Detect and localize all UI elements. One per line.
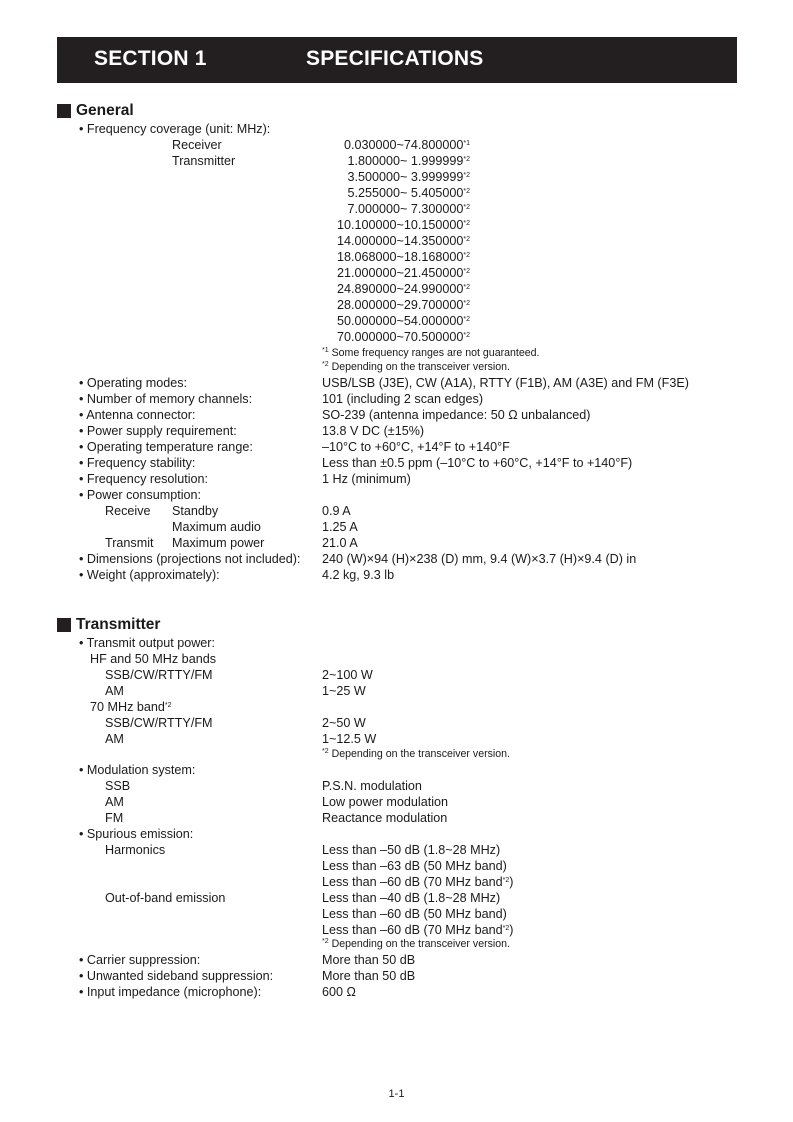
spec-value: SO-239 (antenna impedance: 50 Ω unbalanced) <box>322 408 591 422</box>
oob-value: Less than –60 dB (70 MHz band$^{*2}$) <box>322 923 514 937</box>
harmonics-value: Less than –63 dB (50 MHz band) <box>322 859 507 873</box>
section-number: SECTION 1 <box>94 47 207 70</box>
spec-label: • Frequency resolution: <box>79 472 209 486</box>
hf-am-label: AM <box>105 684 124 698</box>
tx-range-item: 10.100000~10.150000$^{*2}$ <box>336 218 470 232</box>
tx-footnote: $^{*2}$ Depending on the transceiver version. <box>322 748 511 760</box>
footnote-2: $^{*2}$ Depending on the transceiver version. <box>322 361 511 373</box>
spec-value: USB/LSB (J3E), CW (A1A), RTTY (F1B), AM (A3E) and FM (F3E) <box>322 376 689 390</box>
weight-value: 4.2 kg, 9.3 lb <box>322 568 395 582</box>
oob-value: Less than –40 dB (1.8~28 MHz) <box>322 891 501 905</box>
tx-range-item: 24.890000~24.990000$^{*2}$ <box>336 282 470 296</box>
heading-square-icon <box>57 104 71 118</box>
transmitter-label: Transmitter <box>172 154 236 168</box>
harmonics-value: Less than –50 dB (1.8~28 MHz) <box>322 843 501 857</box>
max-audio-value: 1.25 A <box>322 520 358 534</box>
transmitter-heading <box>57 616 160 634</box>
tx-range-item: 1.800000~ 1.999999$^{*2}$ <box>347 154 470 168</box>
tx-range-item: 18.068000~18.168000$^{*2}$ <box>336 250 470 264</box>
dimensions-value: 240 (W)×94 (H)×238 (D) mm, 9.4 (W)×3.7 (H)×9.4 (D) in <box>322 552 637 566</box>
hf-bands-label: HF and 50 MHz bands <box>90 652 216 666</box>
spec-value: 101 (including 2 scan edges) <box>322 392 484 406</box>
receiver-label: Receiver <box>172 138 222 152</box>
spec-value: 13.8 V DC (±15%) <box>322 424 425 438</box>
receiver-range: 0.030000~74.800000$^{*1}$ <box>343 138 470 152</box>
weight-label: • Weight (approximately): <box>79 568 220 582</box>
tx-range-item: 50.000000~54.000000$^{*2}$ <box>336 314 470 328</box>
hf-ssb-value: 2~100 W <box>322 668 373 682</box>
max-power-value: 21.0 A <box>322 536 358 550</box>
b70-ssb-value: 2~50 W <box>322 716 366 730</box>
output-power-label: • Transmit output power: <box>79 636 216 650</box>
mod-ssb-value: P.S.N. modulation <box>322 779 422 793</box>
power-consumption-label: • Power consumption: <box>79 488 202 502</box>
standby-label: Standby <box>172 504 219 518</box>
mod-fm-value: Reactance modulation <box>322 811 448 825</box>
tx-range-item: 70.000000~70.500000$^{*2}$ <box>336 330 470 344</box>
section-banner <box>57 37 737 83</box>
mod-am-label: AM <box>105 795 124 809</box>
spec-label: • Power supply requirement: <box>79 424 237 438</box>
hf-ssb-label: SSB/CW/RTTY/FM <box>105 668 213 682</box>
tx-range-item: 3.500000~ 3.999999$^{*2}$ <box>347 170 470 184</box>
hf-am-value: 1~25 W <box>322 684 366 698</box>
oob-value: Less than –60 dB (50 MHz band) <box>322 907 507 921</box>
dimensions-label: • Dimensions (projections not included): <box>79 552 301 566</box>
band70-label: 70 MHz band$^{*2}$ <box>90 700 172 714</box>
page-title: SPECIFICATIONS <box>306 47 484 70</box>
spurious-footnote: $^{*2}$ Depending on the transceiver version. <box>322 938 511 950</box>
spec-label: • Frequency stability: <box>79 456 196 470</box>
tx-range-item: 28.000000~29.700000$^{*2}$ <box>336 298 470 312</box>
spec-value: 1 Hz (minimum) <box>322 472 411 486</box>
transmitter-heading-text: Transmitter <box>76 616 161 633</box>
footnote-1: $^{*1}$ Some frequency ranges are not guaranteed. <box>322 347 540 359</box>
tx-range-item: 14.000000~14.350000$^{*2}$ <box>336 234 470 248</box>
b70-am-value: 1~12.5 W <box>322 732 377 746</box>
max-audio-label: Maximum audio <box>172 520 261 534</box>
spec-value: –10°C to +60°C, +14°F to +140°F <box>322 440 510 454</box>
mod-ssb-label: SSB <box>105 779 131 793</box>
standby-value: 0.9 A <box>322 504 351 518</box>
spec-label: • Operating modes: <box>79 376 188 390</box>
carrier-value: More than 50 dB <box>322 953 416 967</box>
page-number: 1-1 <box>388 1088 405 1100</box>
harmonics-label: Harmonics <box>105 843 166 857</box>
tx-range-item: 21.000000~21.450000$^{*2}$ <box>336 266 470 280</box>
max-power-label: Maximum power <box>172 536 265 550</box>
tx-range-item: 7.000000~ 7.300000$^{*2}$ <box>347 202 470 216</box>
harmonics-value: Less than –60 dB (70 MHz band$^{*2}$) <box>322 875 514 889</box>
spec-label: • Operating temperature range: <box>79 440 253 454</box>
carrier-label: • Carrier suppression: <box>79 953 201 967</box>
general-heading <box>57 102 134 120</box>
b70-ssb-label: SSB/CW/RTTY/FM <box>105 716 213 730</box>
spec-label: • Antenna connector: <box>79 408 196 422</box>
general-heading-text: General <box>76 102 134 119</box>
transmit-label: Transmit <box>105 536 154 550</box>
heading-square-icon <box>57 618 71 632</box>
oob-label: Out-of-band emission <box>105 891 226 905</box>
freq-coverage-label: • Frequency coverage (unit: MHz): <box>79 122 271 136</box>
input-impedance-label: • Input impedance (microphone): <box>79 985 262 999</box>
b70-am-label: AM <box>105 732 124 746</box>
unwanted-label: • Unwanted sideband suppression: <box>79 969 274 983</box>
receive-label: Receive <box>105 504 151 518</box>
mod-fm-label: FM <box>105 811 124 825</box>
mod-am-value: Low power modulation <box>322 795 449 809</box>
spec-value: Less than ±0.5 ppm (–10°C to +60°C, +14°F to +140°F) <box>322 456 633 470</box>
modulation-label: • Modulation system: <box>79 763 196 777</box>
input-impedance-value: 600 Ω <box>322 985 356 999</box>
spec-label: • Number of memory channels: <box>79 392 253 406</box>
tx-range-item: 5.255000~ 5.405000$^{*2}$ <box>347 186 470 200</box>
spurious-label: • Spurious emission: <box>79 827 194 841</box>
unwanted-value: More than 50 dB <box>322 969 416 983</box>
